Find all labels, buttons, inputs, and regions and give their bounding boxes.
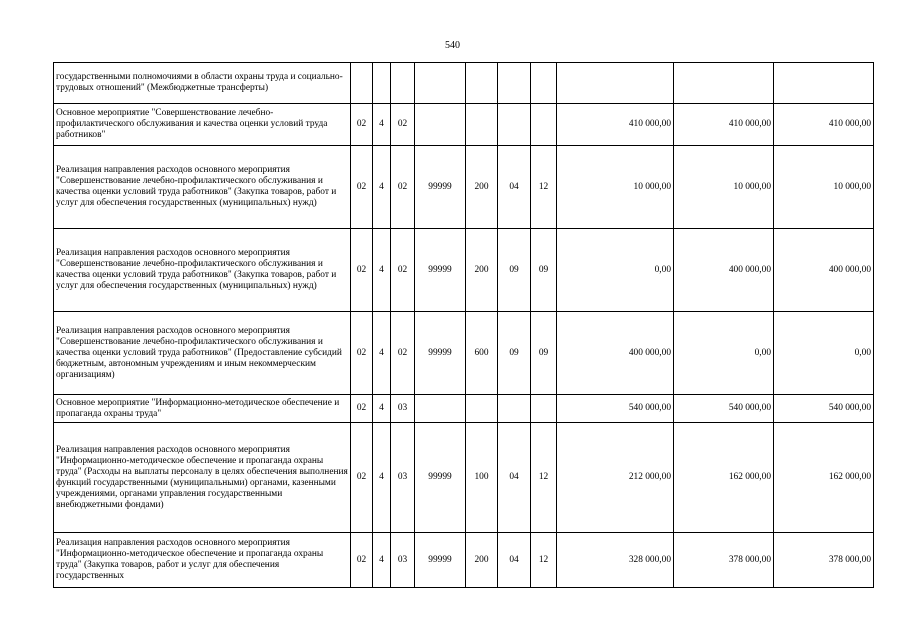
subprogram-code: 4	[373, 229, 391, 312]
subsection-code	[531, 63, 557, 104]
amount-year-2: 162 000,00	[674, 423, 774, 533]
amount-year-3: 410 000,00	[774, 104, 874, 146]
subprogram-code: 4	[373, 533, 391, 588]
main-event-code: 02	[391, 229, 415, 312]
page-number: 540	[445, 40, 460, 51]
table-row	[54, 395, 874, 423]
amount-year-2: 540 000,00	[674, 395, 774, 423]
subprogram-code: 4	[373, 104, 391, 146]
main-event-code: 03	[391, 533, 415, 588]
amount-year-3: 378 000,00	[774, 533, 874, 588]
row-description: Реализация направления расходов основного мероприятия "Информационно-методическое обеспечение и пропаганда охраны труда" (Закупка товаров, работ и услуг для обеспечения государственных	[54, 533, 351, 588]
subsection-code: 12	[531, 533, 557, 588]
row-description: Реализация направления расходов основного мероприятия "Совершенствование лечебно-профилактического обслуживания и качества оценки условий труда работников" (Закупка товаров, работ и услуг для обеспечения государственных (муниципальных) нужд)	[54, 146, 351, 229]
table-body	[54, 63, 874, 588]
program-code: 02	[351, 146, 373, 229]
subsection-code	[531, 395, 557, 423]
direction-code	[415, 104, 466, 146]
program-code: 02	[351, 104, 373, 146]
subsection-code: 09	[531, 312, 557, 395]
direction-code: 99999	[415, 312, 466, 395]
program-code: 02	[351, 229, 373, 312]
expense-type-code	[466, 63, 498, 104]
direction-code: 99999	[415, 229, 466, 312]
direction-code: 99999	[415, 423, 466, 533]
program-code: 02	[351, 395, 373, 423]
subprogram-code	[373, 63, 391, 104]
section-code	[498, 63, 531, 104]
expense-type-code: 200	[466, 533, 498, 588]
amount-year-1: 212 000,00	[557, 423, 674, 533]
expense-type-code: 200	[466, 229, 498, 312]
expense-type-code: 100	[466, 423, 498, 533]
amount-year-2: 10 000,00	[674, 146, 774, 229]
section-code: 09	[498, 312, 531, 395]
amount-year-1: 10 000,00	[557, 146, 674, 229]
table-row	[54, 229, 874, 312]
main-event-code: 03	[391, 423, 415, 533]
subprogram-code: 4	[373, 423, 391, 533]
program-code: 02	[351, 533, 373, 588]
amount-year-3: 10 000,00	[774, 146, 874, 229]
amount-year-1: 540 000,00	[557, 395, 674, 423]
section-code: 04	[498, 423, 531, 533]
main-event-code: 03	[391, 395, 415, 423]
subprogram-code: 4	[373, 146, 391, 229]
row-description: Основное мероприятие "Информационно-методическое обеспечение и пропаганда охраны труда"	[54, 395, 351, 423]
section-code	[498, 395, 531, 423]
row-description: Реализация направления расходов основного мероприятия "Информационно-методическое обеспечение и пропаганда охраны труда" (Расходы на выплаты персоналу в целях обеспечения выполнения функций государственными (муниципальными) органами, казенными учреждениями, органами управления государственными внебюджетными фондами)	[54, 423, 351, 533]
amount-year-3: 162 000,00	[774, 423, 874, 533]
row-description: Реализация направления расходов основного мероприятия "Совершенствование лечебно-профилактического обслуживания и качества оценки условий труда работников" (Предоставление субсидий бюджетным, автономным учреждениям и иным некоммерческим организациям)	[54, 312, 351, 395]
amount-year-1: 400 000,00	[557, 312, 674, 395]
amount-year-2: 0,00	[674, 312, 774, 395]
direction-code	[415, 395, 466, 423]
row-description: государственными полномочиями в области охраны труда и социально-трудовых отношений" (Межбюджетные трансферты)	[54, 63, 351, 104]
table-row	[54, 104, 874, 146]
amount-year-2: 400 000,00	[674, 229, 774, 312]
subsection-code: 12	[531, 423, 557, 533]
amount-year-3	[774, 63, 874, 104]
amount-year-1: 410 000,00	[557, 104, 674, 146]
section-code	[498, 104, 531, 146]
subsection-code: 12	[531, 146, 557, 229]
section-code: 09	[498, 229, 531, 312]
amount-year-1: 0,00	[557, 229, 674, 312]
section-code: 04	[498, 146, 531, 229]
direction-code	[415, 63, 466, 104]
main-event-code	[391, 63, 415, 104]
subprogram-code: 4	[373, 312, 391, 395]
amount-year-3: 0,00	[774, 312, 874, 395]
subsection-code: 09	[531, 229, 557, 312]
main-event-code: 02	[391, 104, 415, 146]
table-row	[54, 63, 874, 104]
amount-year-2: 410 000,00	[674, 104, 774, 146]
main-event-code: 02	[391, 312, 415, 395]
expense-type-code	[466, 104, 498, 146]
amount-year-3: 540 000,00	[774, 395, 874, 423]
subprogram-code: 4	[373, 395, 391, 423]
table-row	[54, 312, 874, 395]
amount-year-2	[674, 63, 774, 104]
table-row	[54, 423, 874, 533]
expense-type-code: 600	[466, 312, 498, 395]
expense-type-code: 200	[466, 146, 498, 229]
amount-year-1: 328 000,00	[557, 533, 674, 588]
amount-year-1	[557, 63, 674, 104]
amount-year-3: 400 000,00	[774, 229, 874, 312]
row-description: Реализация направления расходов основного мероприятия "Совершенствование лечебно-профилактического обслуживания и качества оценки условий труда работников" (Закупка товаров, работ и услуг для обеспечения государственных (муниципальных) нужд)	[54, 229, 351, 312]
expense-type-code	[466, 395, 498, 423]
program-code: 02	[351, 312, 373, 395]
section-code: 04	[498, 533, 531, 588]
amount-year-2: 378 000,00	[674, 533, 774, 588]
budget-table	[53, 62, 874, 588]
subsection-code	[531, 104, 557, 146]
table-row	[54, 146, 874, 229]
direction-code: 99999	[415, 146, 466, 229]
main-event-code: 02	[391, 146, 415, 229]
row-description: Основное мероприятие "Совершенствование лечебно-профилактического обслуживания и качества оценки условий труда работников"	[54, 104, 351, 146]
direction-code: 99999	[415, 533, 466, 588]
program-code	[351, 63, 373, 104]
program-code: 02	[351, 423, 373, 533]
table-row	[54, 533, 874, 588]
